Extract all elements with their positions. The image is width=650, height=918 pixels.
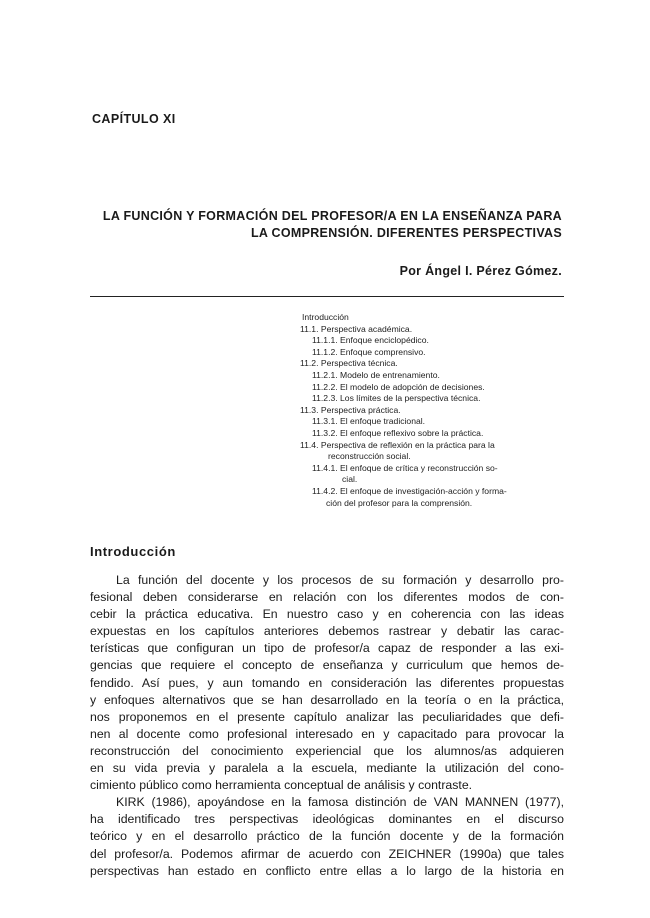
toc-entry: 11.4.1. El enfoque de crítica y reconstrucción so- xyxy=(312,462,498,473)
toc-entry: 11.3.1. El enfoque tradicional. xyxy=(312,416,426,427)
body-line: en su vida previa y paralela a la escuela, mediante la utilización del cono- xyxy=(90,761,564,776)
toc-entry: 11.2.3. Los límites de la perspectiva técnica. xyxy=(312,393,481,404)
toc-entry: 11.2.1. Modelo de entrenamiento. xyxy=(312,369,440,380)
body-line: y enfoques alternativos que se han desarrollado en la teoría o en la práctica, xyxy=(90,692,564,707)
toc-entry: 11.2. Perspectiva técnica. xyxy=(300,358,398,369)
toc-entry-continued: reconstrucción social. xyxy=(328,451,411,462)
body-line: cebir la práctica educativa. En nuestro caso y en coherencia con las ideas xyxy=(90,607,564,622)
chapter-label: CAPÍTULO XI xyxy=(92,112,176,126)
body-line: La función del docente y los procesos de su formación y desarrollo pro- xyxy=(116,573,564,587)
body-line: nen al docente como profesional interesado en y capacitado para provocar la xyxy=(90,726,564,741)
body-line: ha identificado tres perspectivas ideológicas dominantes en el discurso xyxy=(90,812,564,827)
toc-entry: 11.1.2. Enfoque comprensivo. xyxy=(312,346,426,357)
toc-entry: 11.4. Perspectiva de reflexión en la práctica para la xyxy=(300,439,495,450)
body-line: perspectivas han estado en conflicto entre ellas a lo largo de la historia en xyxy=(90,863,564,878)
body-line-last: cimiento público como herramienta conceptual de análisis y contraste. xyxy=(90,778,473,793)
toc-entry: Introducción xyxy=(302,312,349,322)
body-line: fendido. Así pues, y aun tomando en consideración las diferentes propuestas xyxy=(90,675,564,690)
body-line: terísticas que configuran un tipo de profesor/a capaz de responder a las exi- xyxy=(90,641,564,656)
body-line: nos proponemos en el presente capítulo analizar las peculiaridades que defi- xyxy=(90,709,564,724)
toc-entry: 11.1.1. Enfoque enciclopédico. xyxy=(312,335,429,346)
body-line: reconstrucción del conocimiento experiencial que los alumnos/as adquieren xyxy=(90,743,564,758)
body-line: gencias que requiere el concepto de enseñanza y curriculum que hemos de- xyxy=(90,658,564,673)
toc-entry-continued: ción del profesor para la comprensión. xyxy=(326,497,473,508)
body-line: expuestas en los capítulos anteriores debemos rastrear y debatir las carac- xyxy=(90,624,564,639)
body-text xyxy=(90,572,564,880)
body-line: KIRK (1986), apoyándose en la famosa distinción de VAN MANNEN (1977), xyxy=(116,795,564,810)
table-of-contents xyxy=(300,312,566,509)
chapter-title-line-1: LA FUNCIÓN Y FORMACIÓN DEL PROFESOR/A EN LA ENSEÑANZA PARA xyxy=(102,209,562,223)
body-line: fesional deben considerarse en relación con los diferentes modos de con- xyxy=(90,590,564,605)
toc-entry: 11.4.2. El enfoque de investigación-acción y forma- xyxy=(312,485,507,496)
divider-rule xyxy=(90,296,564,297)
toc-entry: 11.1. Perspectiva académica. xyxy=(300,323,413,334)
body-line: del profesor/a. Podemos afirmar de acuerdo con ZEICHNER (1990a) que tales xyxy=(90,846,564,861)
toc-entry: 11.2.2. El modelo de adopción de decisiones. xyxy=(312,381,485,392)
toc-entry-continued: cial. xyxy=(342,474,358,485)
toc-entry: 11.3. Perspectiva práctica. xyxy=(300,404,401,415)
author-line: Por Ángel I. Pérez Gómez. xyxy=(399,264,562,278)
body-line: teórico y en el desarrollo práctico de la función docente y de la formación xyxy=(90,829,564,844)
toc-entry: 11.3.2. El enfoque reflexivo sobre la práctica. xyxy=(312,427,484,438)
section-heading: Introducción xyxy=(90,544,176,559)
chapter-title-line-2: LA COMPRENSIÓN. DIFERENTES PERSPECTIVAS xyxy=(250,226,562,240)
